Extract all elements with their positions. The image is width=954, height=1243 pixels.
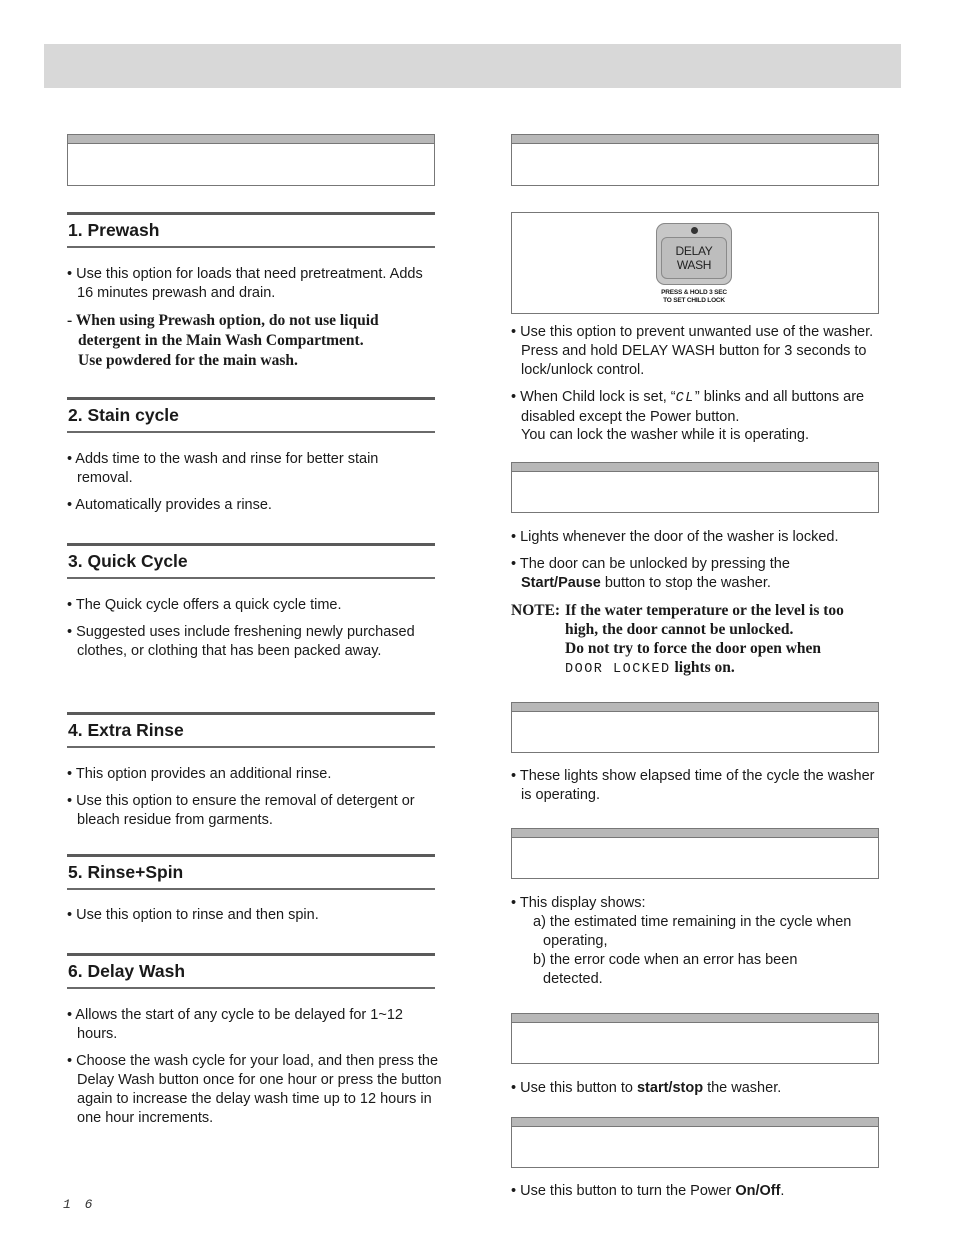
- button-caption-line2: TO SET CHILD LOCK: [663, 297, 725, 304]
- display-item-a: a) the estimated time remaining in the cycle when operating,: [533, 914, 852, 949]
- start-bullet: [511, 1079, 889, 1098]
- start-bullet-post: the washer.: [703, 1080, 782, 1096]
- door-lock-bullet-2-post: button to stop the washer.: [600, 575, 771, 591]
- display-item-b: b) the error code when an error has been detected.: [533, 952, 798, 987]
- display-bullet: • This display shows:: [511, 895, 646, 911]
- delay-wash-button-face: [661, 237, 727, 279]
- door-lock-bullet-2: [511, 555, 889, 593]
- section-header-box-door-lock: [511, 462, 879, 513]
- child-lock-bullet-2-pre: • When Child lock is set, “: [511, 389, 676, 405]
- extra-rinse-title: 4. Extra Rinse: [67, 712, 435, 748]
- note-line3: Do not try to force the door open when: [565, 640, 822, 657]
- door-lock-bullet-1: • Lights whenever the door of the washer is locked.: [511, 529, 839, 545]
- rinse-spin-title: 5. Rinse+Spin: [67, 854, 435, 890]
- child-lock-bullet-2: [511, 388, 889, 427]
- section-header-box-start: [511, 1013, 879, 1064]
- section-header-box-child-lock: [511, 134, 879, 186]
- prewash-note-line2: detergent in the Main Wash Compartment.: [78, 332, 364, 349]
- delay-bullet-1: • Allows the start of any cycle to be delayed for 1~12 hours.: [67, 1007, 403, 1042]
- delay-wash-title: 6. Delay Wash: [67, 953, 435, 989]
- button-caption: [632, 289, 756, 305]
- stain-bullet-1: • Adds time to the wash and rinse for better stain removal.: [67, 451, 379, 486]
- quick-cycle-title: 3. Quick Cycle: [67, 543, 435, 579]
- delay-wash-button: [656, 223, 732, 285]
- header-bar: [44, 44, 901, 88]
- extra-rinse-bullet-1: • This option provides an additional rinse.: [67, 766, 332, 782]
- child-lock-bullet-2-line3: You can lock the washer while it is operating.: [521, 427, 810, 443]
- elapsed-bullet: • These lights show elapsed time of the cycle the washer is operating.: [511, 768, 875, 803]
- note-line4: [565, 658, 735, 680]
- power-bullet-post: .: [780, 1183, 785, 1199]
- note-line2: high, the door cannot be unlocked.: [565, 621, 794, 638]
- delay-wash-button-illustration: [511, 212, 879, 314]
- door-locked-display-text: DOOR LOCKED: [565, 662, 671, 677]
- stain-bullet-2: • Automatically provides a rinse.: [67, 497, 272, 513]
- quick-bullet-2: • Suggested uses include freshening newly purchased clothes, or clothing that has been packed away.: [67, 624, 415, 659]
- prewash-note-line3: Use powdered for the main wash.: [78, 352, 298, 369]
- quick-bullet-1: • The Quick cycle offers a quick cycle time.: [67, 597, 342, 613]
- button-caption-line1: PRESS & HOLD 3 SEC: [661, 289, 727, 296]
- child-lock-bullet-1: • Use this option to prevent unwanted use of the washer. Press and hold DELAY WASH button for 3 seconds to lock/unlock control.: [511, 324, 874, 378]
- door-lock-bullet-2-pre: • The door can be unlocked by pressing the: [511, 556, 790, 572]
- extra-rinse-bullet-2: • Use this option to ensure the removal of detergent or bleach residue from garments.: [67, 793, 415, 828]
- note-line4-post: lights on.: [670, 659, 735, 676]
- start-pause-bold: Start/Pause: [521, 575, 601, 591]
- child-lock-code: CL: [675, 391, 695, 406]
- section-header-box-elapsed: [511, 702, 879, 753]
- rinse-spin-bullet: • Use this option to rinse and then spin.: [67, 907, 319, 923]
- prewash-title: 1. Prewash: [67, 212, 435, 248]
- indicator-led-icon: [691, 227, 698, 234]
- section-header-box-options: [67, 134, 435, 186]
- power-bullet: [511, 1182, 889, 1201]
- power-bullet-pre: • Use this button to turn the Power: [511, 1183, 736, 1199]
- prewash-bullet: • Use this option for loads that need pretreatment. Adds 16 minutes prewash and drain.: [67, 266, 423, 301]
- start-stop-bold: start/stop: [636, 1080, 704, 1096]
- section-header-box-display: [511, 828, 879, 879]
- delay-bullet-2: • Choose the wash cycle for your load, and then press the Delay Wash button once for one hour or press the button again to increase the delay wash time up to 12 hours in one hour increments.: [67, 1053, 442, 1126]
- stain-cycle-title: 2. Stain cycle: [67, 397, 435, 433]
- section-header-box-power: [511, 1117, 879, 1168]
- note-label: NOTE:: [511, 602, 561, 619]
- button-label-line2: WASH: [676, 258, 712, 272]
- prewash-note-line1: - When using Prewash option, do not use liquid: [67, 312, 379, 329]
- on-off-bold: On/Off: [735, 1183, 781, 1199]
- note-line1: If the water temperature or the level is too: [565, 602, 844, 619]
- button-label-line1: DELAY: [675, 244, 713, 258]
- child-lock-bullet-2-post: ” blinks and all buttons are disabled except the Power button.: [521, 389, 865, 425]
- start-bullet-pre: • Use this button to: [511, 1080, 637, 1096]
- page-number: 1 6: [63, 1197, 96, 1212]
